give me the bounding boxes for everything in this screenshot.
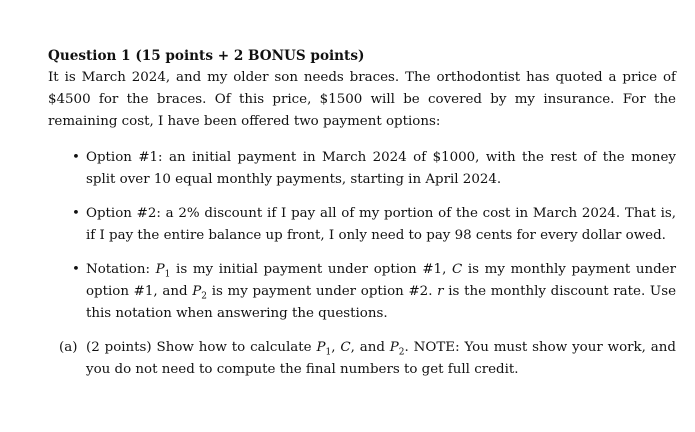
part-a-label: (a) — [59, 340, 78, 355]
notation-mid-1: is my initial payment under option #1, — [170, 262, 452, 277]
notation-mid-3: is my payment under option #2. — [207, 284, 438, 299]
notation-tail: is the monthly discount rate. Use this notation when answering the questions. — [86, 284, 676, 321]
list-item-notation — [48, 259, 676, 325]
question-parts — [48, 337, 676, 381]
var-p2-subscript: 2 — [201, 291, 207, 302]
question-title: Question 1 (15 points + 2 BONUS points) — [48, 48, 365, 64]
options-list — [48, 147, 676, 325]
part-a-tail: . NOTE: You must show your work, and you do not need to compute the final numbers to get full credit. — [86, 340, 676, 377]
var-p1-subscript: 1 — [325, 347, 332, 358]
part-a — [48, 337, 676, 381]
var-p1: P — [316, 340, 326, 355]
question-page — [48, 45, 676, 381]
question-intro: It is March 2024, and my older son needs braces. The orthodontist has quoted a price of $4500 for the braces. Of this price, $1500 will be covered by my insurance. For the remaining cost, I have been offered two payment options: — [48, 70, 676, 129]
notation-mid-2: is my monthly payment under option #1, and — [86, 262, 676, 299]
var-p2-subscript: 2 — [398, 347, 405, 358]
option-1-text: Option #1: an initial payment in March 2024 of $1000, with the rest of the money split over 10 equal monthly payments, starting in April 2024. — [86, 150, 676, 187]
list-item-option-1 — [48, 147, 676, 191]
var-p1-subscript: 1 — [164, 269, 171, 280]
var-p2: P — [389, 340, 399, 355]
var-c: C — [451, 262, 463, 277]
bullet-icon: • — [72, 150, 80, 165]
part-a-sep-1: , — [331, 340, 341, 355]
var-r: r — [437, 284, 444, 299]
bullet-icon: • — [72, 262, 80, 277]
var-c: C — [340, 340, 351, 355]
notation-lead: Notation: — [86, 262, 156, 277]
list-item-option-2 — [48, 203, 676, 247]
option-2-text: Option #2: a 2% discount if I pay all of my portion of the cost in March 2024. That is, if I pay the entire balance up front, I only need to pay 98 cents for every dollar owed. — [86, 206, 676, 243]
part-a-lead: (2 points) Show how to calculate — [86, 340, 317, 355]
var-p1: P — [155, 262, 165, 277]
var-p2: P — [192, 284, 202, 299]
bullet-icon: • — [72, 206, 80, 221]
part-a-sep-2: , and — [350, 340, 390, 355]
